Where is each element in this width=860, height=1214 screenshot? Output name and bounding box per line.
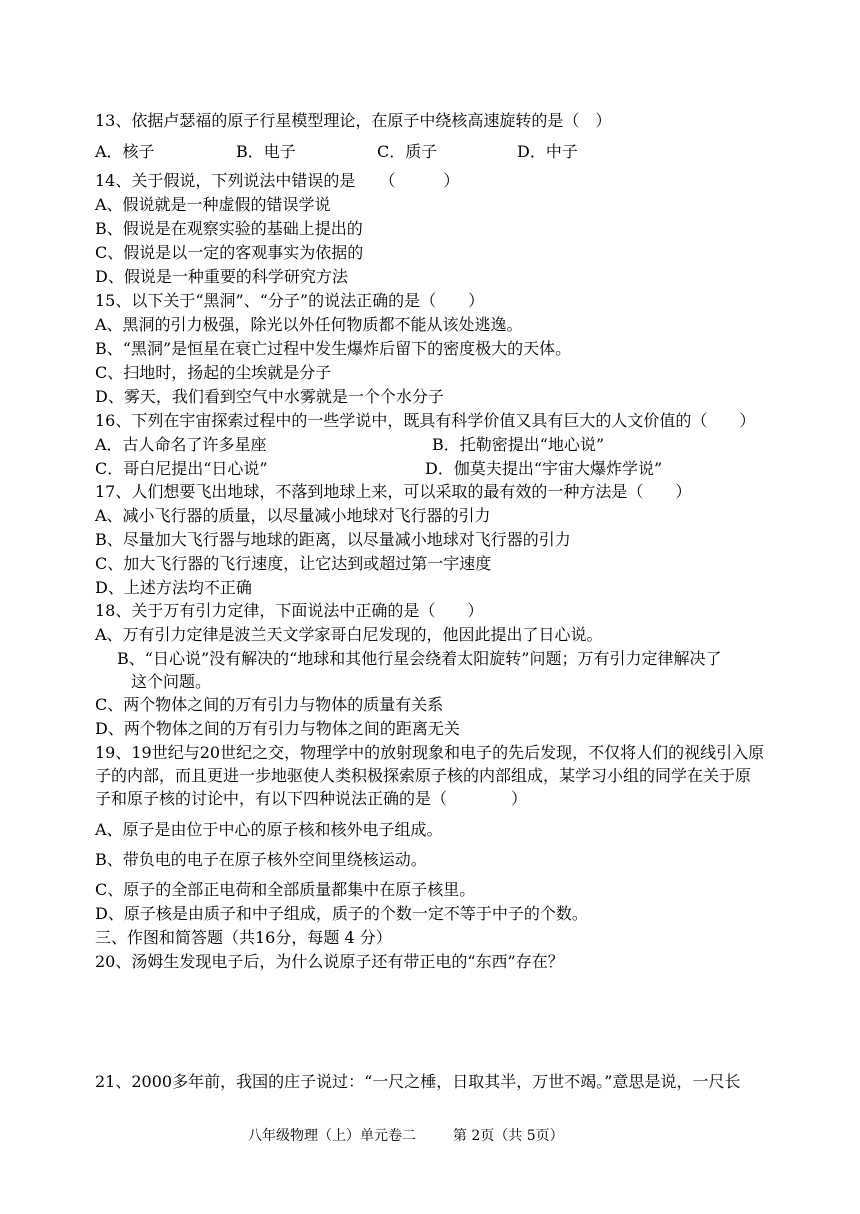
section-3-heading: 三、作图和简答题（共16分，每题 4 分） (95, 928, 392, 947)
question-18-option-b-line2: 这个问题。 (131, 672, 212, 691)
question-16-option-c: C．哥白尼提出“日心说” (95, 459, 268, 478)
question-16-stem: 16、下列在宇宙探索过程中的一些学说中，既具有科学价值又具有巨大的人文价值的（ ） (95, 411, 756, 430)
footer-title: 八年级物理（上）单元卷二 (248, 1128, 416, 1144)
footer-page-number: 第 2页（共 5页） (452, 1128, 564, 1144)
question-13-option-d: D．中子 (517, 142, 578, 161)
question-16-option-b: B．托勒密提出“地心说” (432, 435, 605, 454)
question-16-option-d: D．伽莫夫提出“宇宙大爆炸学说” (425, 459, 663, 478)
question-14-option-c: C、假说是以一定的客观事实为依据的 (95, 243, 364, 262)
question-19-stem-line2: 子的内部，而且更进一步地驱使人类积极探索原子核的内部组成，某学习小组的同学在关于原 (95, 766, 752, 785)
question-17-option-b: B、尽量加大飞行器与地球的距离，以尽量减小地球对飞行器的引力 (95, 530, 571, 549)
question-17-option-a: A、减小飞行器的质量，以尽量减小地球对飞行器的引力 (95, 506, 491, 525)
question-14-option-b: B、假说是在观察实验的基础上提出的 (95, 219, 363, 238)
question-14-option-d: D、假说是一种重要的科学研究方法 (95, 267, 348, 286)
question-18-stem: 18、关于万有引力定律，下面说法中正确的是（ ） (95, 601, 484, 620)
question-18-option-c: C、两个物体之间的万有引力与物体的质量有关系 (95, 695, 444, 714)
question-14-stem: 14、关于假说，下列说法中错误的是 （ ） (95, 171, 460, 190)
question-13-option-b: B．电子 (236, 142, 296, 161)
question-15-option-c: C、扫地时，扬起的尘埃就是分子 (95, 363, 332, 382)
question-18-option-b-line1: B、“日心说”没有解决的“地球和其他行星会绕着太阳旋转”问题；万有引力定律解决了 (117, 649, 722, 668)
question-15-stem: 15、以下关于“黑洞”、“分子”的说法正确的是（ ） (95, 291, 485, 310)
question-16-option-a: A．古人命名了许多星座 (95, 435, 267, 454)
question-18-option-a: A、万有引力定律是波兰天文学家哥白尼发现的，他因此提出了日心说。 (95, 625, 603, 644)
question-19-option-d: D、原子核是由质子和中子组成，质子的个数一定不等于中子的个数。 (95, 904, 588, 923)
question-19-option-b: B、带负电的电子在原子核外空间里绕核运动。 (95, 850, 427, 869)
question-14-option-a: A、假说就是一种虚假的错误学说 (95, 195, 331, 214)
question-19-stem-line1: 19、19世纪与20世纪之交，物理学中的放射现象和电子的先后发现，不仅将人们的视线引入原 (95, 743, 765, 762)
question-15-option-d: D、雾天，我们看到空气中水雾就是一个个水分子 (95, 387, 444, 406)
question-15-option-b: B、“黑洞”是恒星在衰亡过程中发生爆炸后留下的密度极大的天体。 (95, 339, 572, 358)
question-19-option-a: A、原子是由位于中心的原子核和核外电子组成。 (95, 820, 443, 839)
question-13-stem: 13、依据卢瑟福的原子行星模型理论，在原子中绕核高速旋转的是（ ） (95, 111, 612, 130)
question-19-option-c: C、原子的全部正电荷和全部质量都集中在原子核里。 (95, 880, 476, 899)
question-13-option-a: A．核子 (95, 142, 155, 161)
question-17-option-c: C、加大飞行器的飞行速度，让它达到或超过第一宇速度 (95, 554, 492, 573)
question-13-option-c: C．质子 (377, 142, 438, 161)
question-17-stem: 17、人们想要飞出地球，不落到地球上来，可以采取的最有效的一种方法是（ ） (95, 482, 692, 501)
question-15-option-a: A、黑洞的引力极强，除光以外任何物质都不能从该处逃逸。 (95, 315, 523, 334)
question-18-option-d: D、两个物体之间的万有引力与物体之间的距离无关 (95, 719, 460, 738)
question-19-stem-line3: 子和原子核的讨论中，有以下四种说法正确的是（ ） (95, 789, 528, 808)
question-21-stem: 21、2000多年前，我国的庄子说过：“一尺之棰，日取其半，万世不竭。”意思是说，一尺长 (95, 1072, 741, 1091)
page-footer (248, 1126, 564, 1146)
question-20-stem: 20、汤姆生发现电子后，为什么说原子还有带正电的“东西”存在？ (95, 952, 564, 971)
question-17-option-d: D、上述方法均不正确 (95, 578, 252, 597)
